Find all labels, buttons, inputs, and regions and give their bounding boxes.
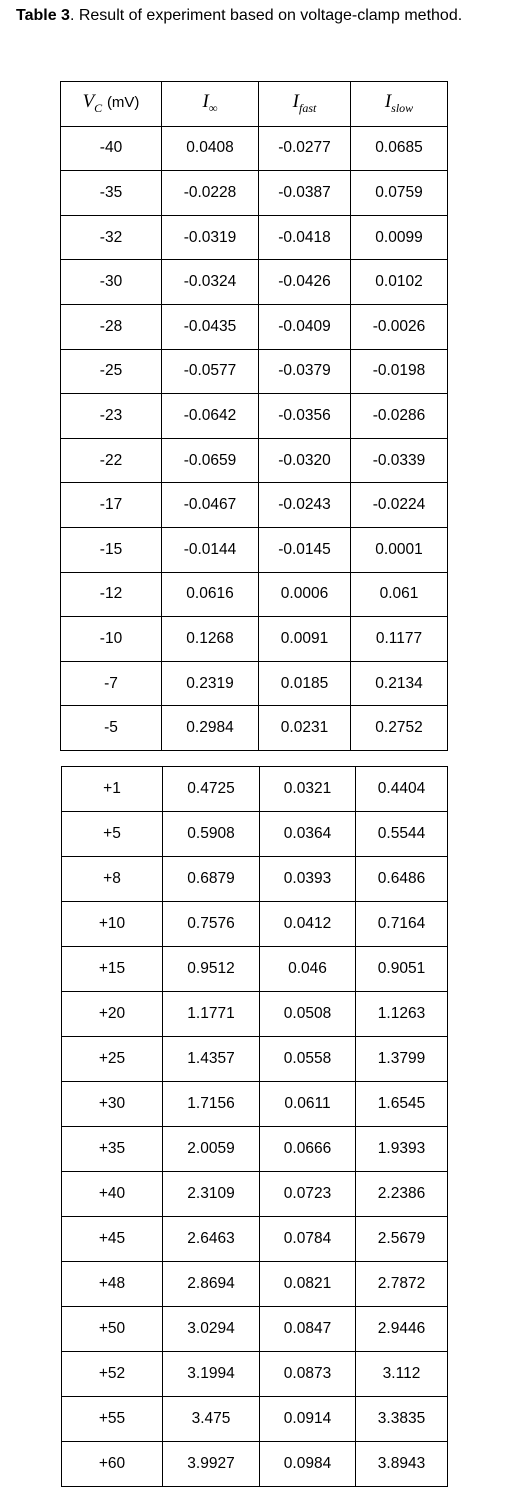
cell-i-infinity: 0.9512 — [163, 947, 260, 992]
cell-vc: -22 — [61, 438, 162, 483]
cell-i-infinity: 0.4725 — [163, 767, 260, 812]
cell-vc: +30 — [62, 1082, 163, 1127]
table-row — [61, 215, 448, 260]
cell-vc: -7 — [61, 661, 162, 706]
cell-i-fast: -0.0409 — [259, 304, 351, 349]
cell-i-infinity: -0.0319 — [162, 215, 259, 260]
cell-i-slow: 2.5679 — [356, 1217, 448, 1262]
table-body-part-2 — [62, 767, 448, 1487]
cell-i-fast: 0.0666 — [260, 1127, 356, 1172]
table-row — [61, 706, 448, 751]
cell-vc: -23 — [61, 394, 162, 439]
cell-i-infinity: 0.1268 — [162, 617, 259, 662]
header-i-slow: $I_{slow}$ — [351, 82, 448, 127]
table-caption — [16, 5, 502, 26]
cell-i-infinity: 0.2319 — [162, 661, 259, 706]
cell-i-infinity: 2.6463 — [163, 1217, 260, 1262]
cell-vc: -12 — [61, 572, 162, 617]
cell-vc: -15 — [61, 527, 162, 572]
table-row — [61, 661, 448, 706]
cell-i-fast: -0.0356 — [259, 394, 351, 439]
cell-i-infinity: -0.0324 — [162, 260, 259, 305]
cell-i-slow: 0.7164 — [356, 902, 448, 947]
cell-i-infinity: 0.0616 — [162, 572, 259, 617]
header-i-fast: $I_{fast}$ — [259, 82, 351, 127]
cell-i-fast: 0.0784 — [260, 1217, 356, 1262]
cell-i-infinity: 2.3109 — [163, 1172, 260, 1217]
cell-i-infinity: 3.0294 — [163, 1307, 260, 1352]
cell-i-fast: -0.0145 — [259, 527, 351, 572]
table-row — [62, 1217, 448, 1262]
cell-i-infinity: -0.0435 — [162, 304, 259, 349]
cell-i-slow: -0.0286 — [351, 394, 448, 439]
table-row — [61, 304, 448, 349]
cell-i-slow: 0.6486 — [356, 857, 448, 902]
table-body-part-1 — [61, 126, 448, 750]
cell-vc: -30 — [61, 260, 162, 305]
cell-vc: -40 — [61, 126, 162, 171]
cell-i-infinity: -0.0467 — [162, 483, 259, 528]
table-row — [61, 483, 448, 528]
cell-i-slow: 0.061 — [351, 572, 448, 617]
table-row — [62, 1262, 448, 1307]
cell-vc: -28 — [61, 304, 162, 349]
cell-vc: +40 — [62, 1172, 163, 1217]
cell-i-fast: 0.0873 — [260, 1352, 356, 1397]
table-row — [61, 260, 448, 305]
cell-vc: +48 — [62, 1262, 163, 1307]
cell-i-slow: 0.0099 — [351, 215, 448, 260]
table-row — [62, 1307, 448, 1352]
cell-i-fast: 0.0091 — [259, 617, 351, 662]
cell-i-slow: 1.6545 — [356, 1082, 448, 1127]
cell-i-infinity: 3.9927 — [163, 1442, 260, 1487]
table-row — [61, 171, 448, 216]
cell-vc: +45 — [62, 1217, 163, 1262]
cell-vc: +60 — [62, 1442, 163, 1487]
cell-vc: +8 — [62, 857, 163, 902]
cell-i-slow: 0.0001 — [351, 527, 448, 572]
cell-vc: -25 — [61, 349, 162, 394]
table-row — [61, 394, 448, 439]
cell-vc: +5 — [62, 812, 163, 857]
table-row — [62, 992, 448, 1037]
cell-i-fast: 0.0508 — [260, 992, 356, 1037]
cell-i-fast: 0.0364 — [260, 812, 356, 857]
cell-vc: +25 — [62, 1037, 163, 1082]
cell-i-fast: -0.0277 — [259, 126, 351, 171]
table-row — [61, 617, 448, 662]
cell-i-infinity: 1.7156 — [163, 1082, 260, 1127]
cell-vc: +20 — [62, 992, 163, 1037]
cell-i-fast: 0.0321 — [260, 767, 356, 812]
table-row — [62, 1397, 448, 1442]
table-row — [62, 1442, 448, 1487]
cell-i-infinity: 2.0059 — [163, 1127, 260, 1172]
table-row — [62, 767, 448, 812]
cell-i-slow: 3.3835 — [356, 1397, 448, 1442]
cell-vc: +35 — [62, 1127, 163, 1172]
cell-i-fast: 0.0393 — [260, 857, 356, 902]
cell-vc: +15 — [62, 947, 163, 992]
cell-vc: -35 — [61, 171, 162, 216]
cell-i-fast: 0.0847 — [260, 1307, 356, 1352]
cell-i-infinity: 3.1994 — [163, 1352, 260, 1397]
cell-i-fast: -0.0243 — [259, 483, 351, 528]
cell-i-infinity: 1.1771 — [163, 992, 260, 1037]
cell-i-infinity: 0.2984 — [162, 706, 259, 751]
cell-i-infinity: -0.0642 — [162, 394, 259, 439]
table-row — [62, 812, 448, 857]
cell-i-infinity: 0.7576 — [163, 902, 260, 947]
cell-i-fast: 0.0914 — [260, 1397, 356, 1442]
cell-i-slow: -0.0198 — [351, 349, 448, 394]
cell-i-fast: 0.0984 — [260, 1442, 356, 1487]
table-row — [62, 947, 448, 992]
cell-i-fast: 0.0231 — [259, 706, 351, 751]
cell-i-slow: 0.5544 — [356, 812, 448, 857]
cell-i-slow: 0.4404 — [356, 767, 448, 812]
cell-i-infinity: -0.0144 — [162, 527, 259, 572]
header-i-infinity: $I_\infty$ — [162, 82, 259, 127]
table-row — [62, 1352, 448, 1397]
cell-i-slow: 0.9051 — [356, 947, 448, 992]
cell-i-slow: -0.0026 — [351, 304, 448, 349]
cell-i-slow: 0.1177 — [351, 617, 448, 662]
table-row — [62, 1037, 448, 1082]
cell-i-slow: 0.2752 — [351, 706, 448, 751]
cell-i-slow: 2.9446 — [356, 1307, 448, 1352]
cell-i-slow: 0.0685 — [351, 126, 448, 171]
cell-i-slow: 2.2386 — [356, 1172, 448, 1217]
cell-i-slow: -0.0224 — [351, 483, 448, 528]
cell-vc: -17 — [61, 483, 162, 528]
cell-vc: +52 — [62, 1352, 163, 1397]
cell-i-infinity: 0.0408 — [162, 126, 259, 171]
cell-i-fast: 0.0185 — [259, 661, 351, 706]
table-row — [62, 902, 448, 947]
table-row — [62, 1082, 448, 1127]
header-vc: $V_C$ (mV) — [61, 82, 162, 127]
cell-vc: +50 — [62, 1307, 163, 1352]
table-row — [62, 1172, 448, 1217]
cell-vc: +55 — [62, 1397, 163, 1442]
cell-i-slow: 0.0102 — [351, 260, 448, 305]
cell-i-infinity: -0.0228 — [162, 171, 259, 216]
cell-i-fast: 0.0412 — [260, 902, 356, 947]
cell-i-slow: 1.3799 — [356, 1037, 448, 1082]
cell-i-infinity: 1.4357 — [163, 1037, 260, 1082]
cell-i-slow: 0.0759 — [351, 171, 448, 216]
cell-i-fast: -0.0320 — [259, 438, 351, 483]
cell-vc: -10 — [61, 617, 162, 662]
cell-i-infinity: 3.475 — [163, 1397, 260, 1442]
cell-i-infinity: 0.5908 — [163, 812, 260, 857]
table-row — [62, 857, 448, 902]
cell-i-fast: -0.0387 — [259, 171, 351, 216]
cell-i-infinity: -0.0659 — [162, 438, 259, 483]
cell-i-slow: 3.8943 — [356, 1442, 448, 1487]
cell-vc: -32 — [61, 215, 162, 260]
table-row — [61, 126, 448, 171]
cell-i-fast: -0.0418 — [259, 215, 351, 260]
caption-label: Table 3 — [16, 7, 70, 24]
results-table-part-1 — [60, 81, 448, 751]
cell-i-fast: -0.0426 — [259, 260, 351, 305]
cell-i-fast: 0.0611 — [260, 1082, 356, 1127]
results-table-part-2 — [61, 766, 448, 1487]
cell-vc: +10 — [62, 902, 163, 947]
cell-i-slow: 3.112 — [356, 1352, 448, 1397]
cell-i-slow: -0.0339 — [351, 438, 448, 483]
caption-text: . Result of experiment based on voltage-clamp method. — [69, 7, 463, 24]
cell-i-fast: 0.046 — [260, 947, 356, 992]
cell-i-fast: 0.0558 — [260, 1037, 356, 1082]
table-row — [61, 572, 448, 617]
cell-i-fast: 0.0723 — [260, 1172, 356, 1217]
table-row — [61, 438, 448, 483]
cell-vc: -5 — [61, 706, 162, 751]
table-row — [61, 527, 448, 572]
cell-i-slow: 2.7872 — [356, 1262, 448, 1307]
table-row — [62, 1127, 448, 1172]
cell-vc: +1 — [62, 767, 163, 812]
cell-i-fast: 0.0006 — [259, 572, 351, 617]
cell-i-infinity: -0.0577 — [162, 349, 259, 394]
cell-i-slow: 1.1263 — [356, 992, 448, 1037]
table-row — [61, 349, 448, 394]
cell-i-infinity: 0.6879 — [163, 857, 260, 902]
cell-i-infinity: 2.8694 — [163, 1262, 260, 1307]
cell-i-slow: 1.9393 — [356, 1127, 448, 1172]
header-row — [61, 82, 448, 127]
cell-i-fast: 0.0821 — [260, 1262, 356, 1307]
cell-i-fast: -0.0379 — [259, 349, 351, 394]
cell-i-slow: 0.2134 — [351, 661, 448, 706]
